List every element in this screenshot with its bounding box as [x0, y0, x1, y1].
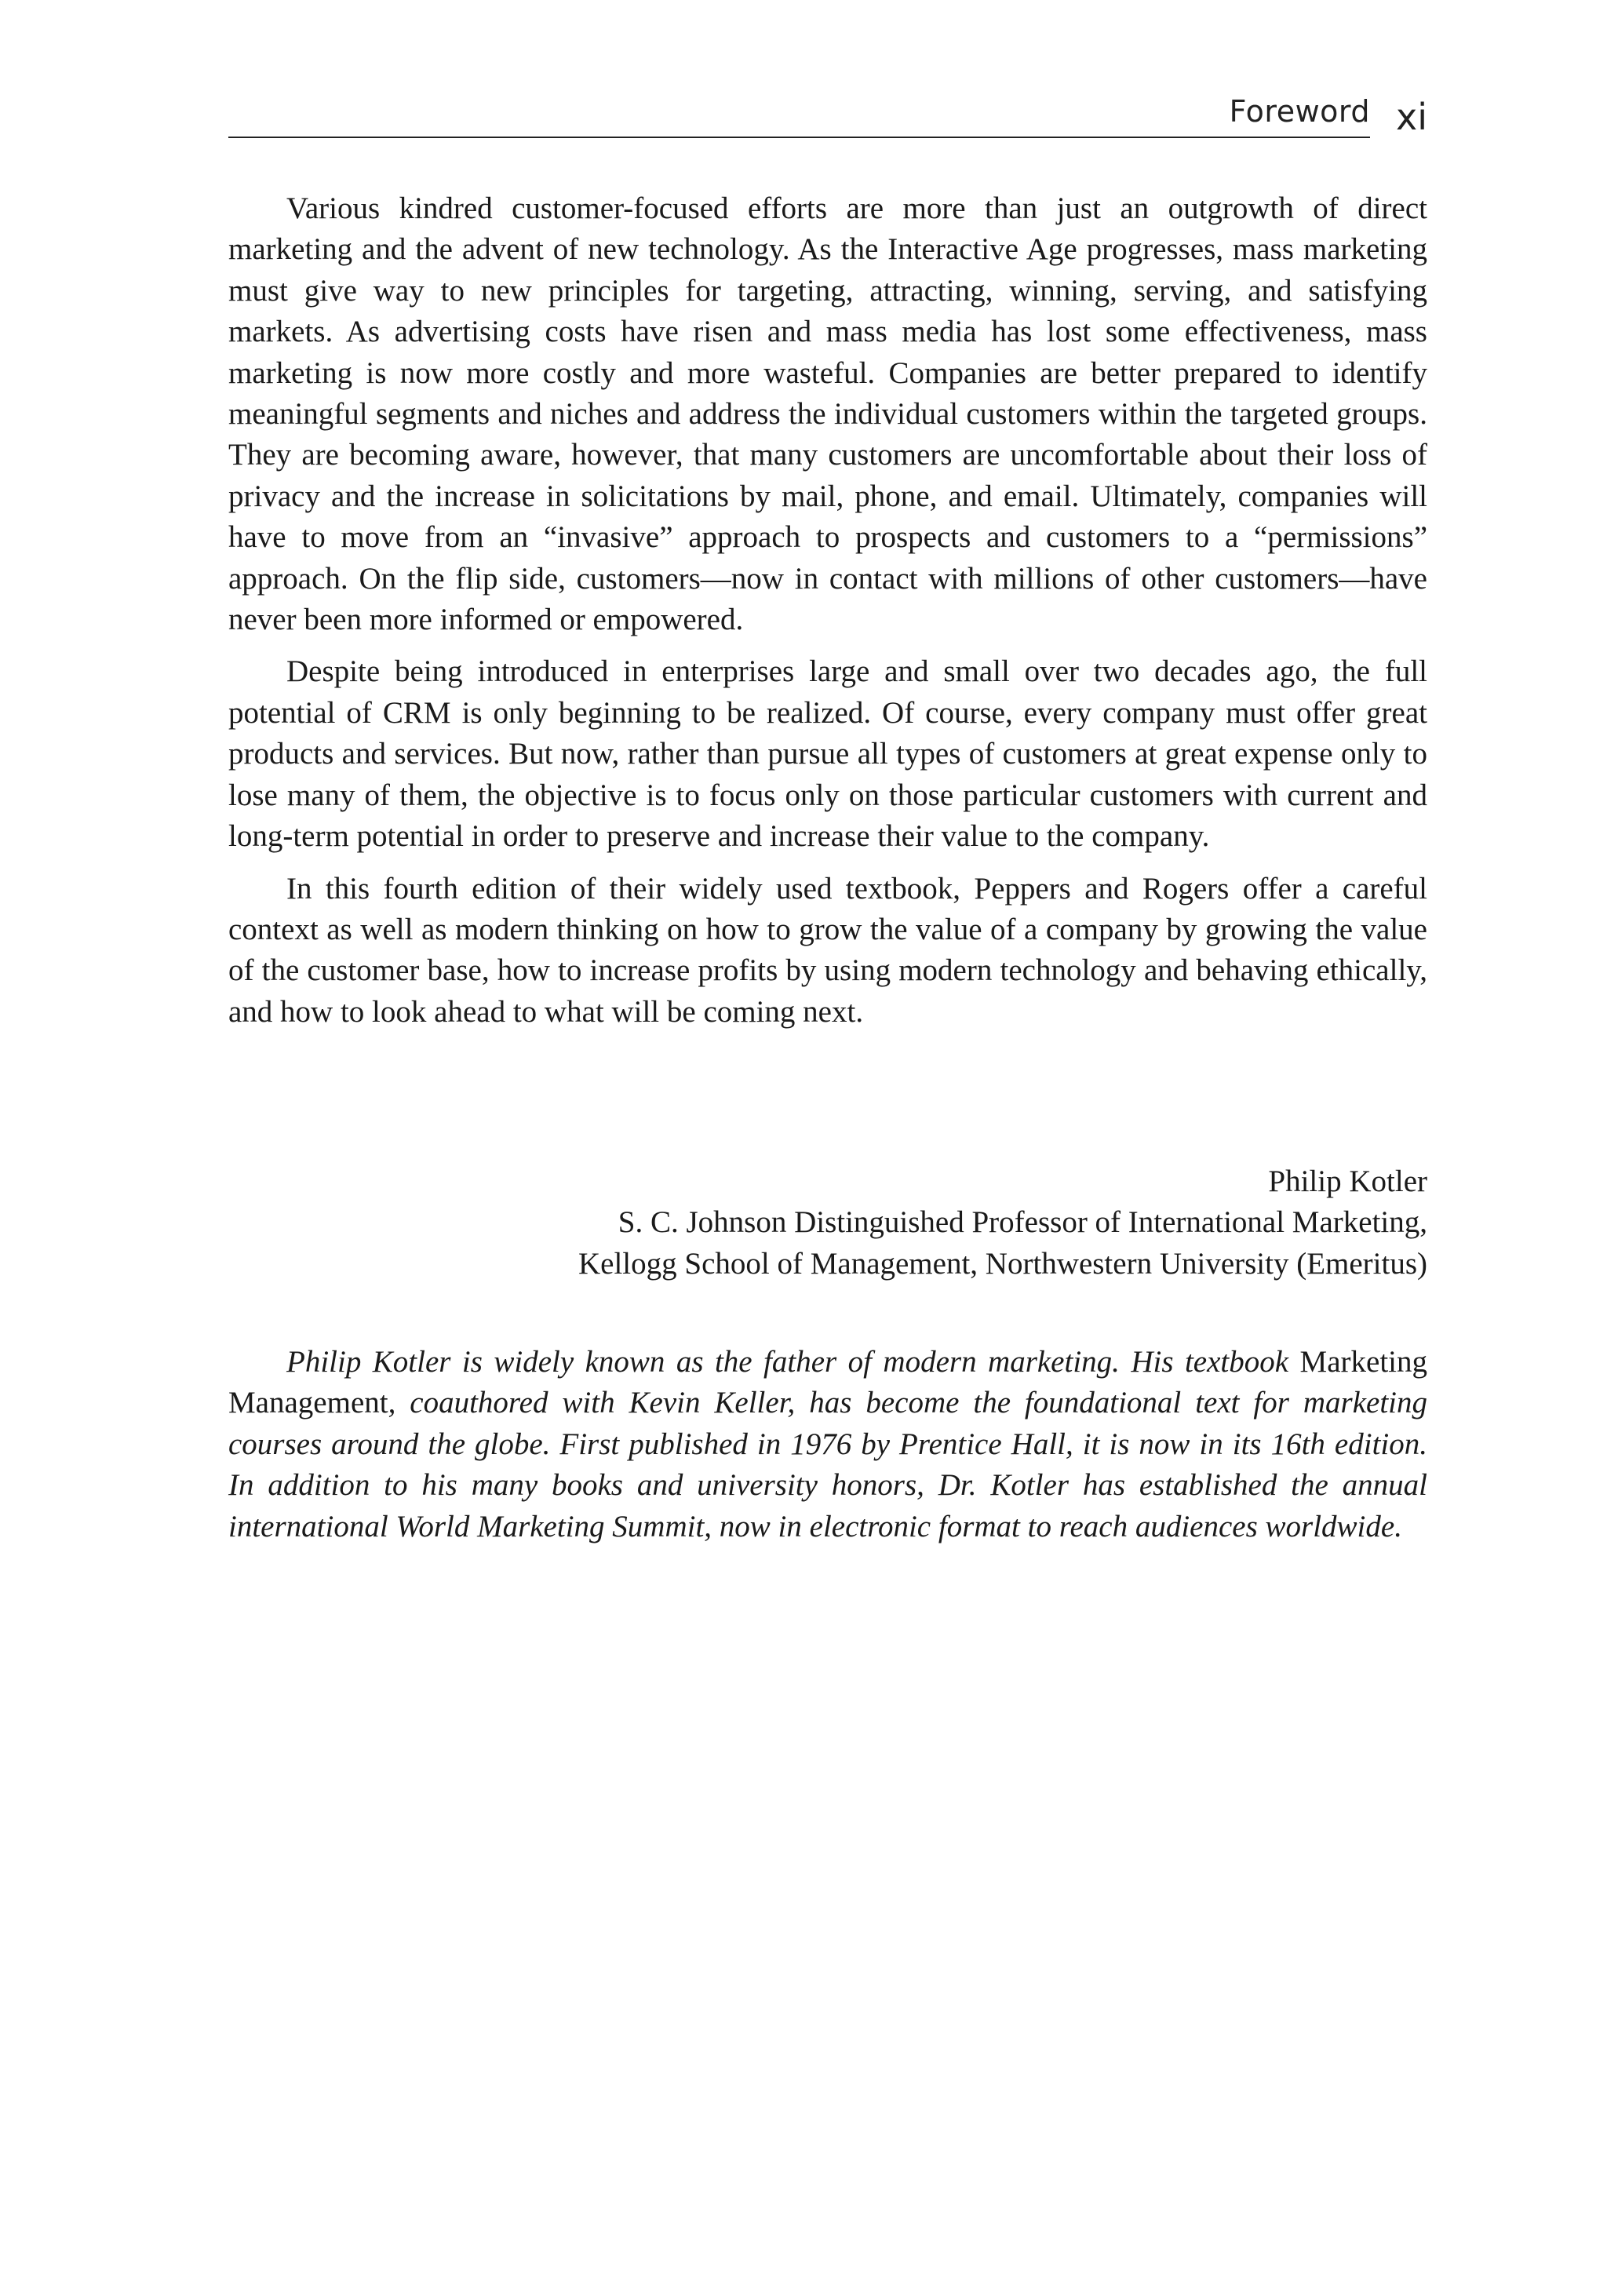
author-title: S. C. Johnson Distinguished Professor of International Marketing,	[618, 1205, 1427, 1240]
foreword-body	[228, 188, 1427, 1044]
author-bio	[228, 1342, 1427, 1547]
paragraph: In this fourth edition of their widely used textbook, Peppers and Rogers offer a careful context as well as modern thinking on how to grow the value of a company by growing the value of the customer base, how to increase profits by using modern technology and behaving ethically, and how to look ahead to what will be coming next.	[228, 871, 1427, 1029]
signature-block	[228, 1161, 1427, 1285]
author-name: Philip Kotler	[1268, 1164, 1427, 1198]
paragraph: Various kindred customer-focused efforts are more than just an outgrowth of direct marketing and the advent of new technology. As the Interactive Age progresses, mass marketing must give way to new principles for targeting, attracting, winning, serving, and satisfying markets. As advertising costs have risen and mass media has lost some effectiveness, mass marketing is now more costly and more wasteful. Companies are better prepared to identify meaningful segments and niches and address the individual customers within the targeted groups. They are becoming aware, however, that many customers are uncomfortable about their loss of privacy and the increase in solicitations by mail, phone, and email. Ultimately, companies will have to move from an “invasive” approach to prospects and customers to a “permissions” approach. On the flip side, customers—now in contact with millions of other customers—have never been more informed or empowered.	[228, 191, 1427, 637]
header-rule	[228, 137, 1370, 138]
section-title: Foreword	[1229, 94, 1370, 129]
running-head	[228, 86, 1427, 141]
paragraph: Despite being introduced in enterprises large and small over two decades ago, the full potential of CRM is only beginning to be realized. Of course, every company must offer great products and services. But now, rather than pursue all types of customers at great expense only to lose many of them, the objective is to focus only on those particular customers with current and long-term potential in order to preserve and increase their value to the company.	[228, 654, 1427, 854]
book-title: Marketing Management	[228, 1345, 1427, 1420]
bio-text: Philip Kotler is widely known as the father of modern marketing. His textbook	[286, 1345, 1300, 1379]
author-affiliation: Kellogg School of Management, Northwestern University (Emeritus)	[578, 1246, 1427, 1281]
bio-text: , coauthored with Kevin Keller, has become the foundational text for marketing courses around the globe. First published in 1976 by Prentice Hall, it is now in its 16th edition. In addition to his many books and university honors, Dr. Kotler has established the annual international World Marketing Summit, now in electronic format to reach audiences worldwide.	[228, 1386, 1427, 1543]
page-number: xi	[1395, 96, 1427, 138]
